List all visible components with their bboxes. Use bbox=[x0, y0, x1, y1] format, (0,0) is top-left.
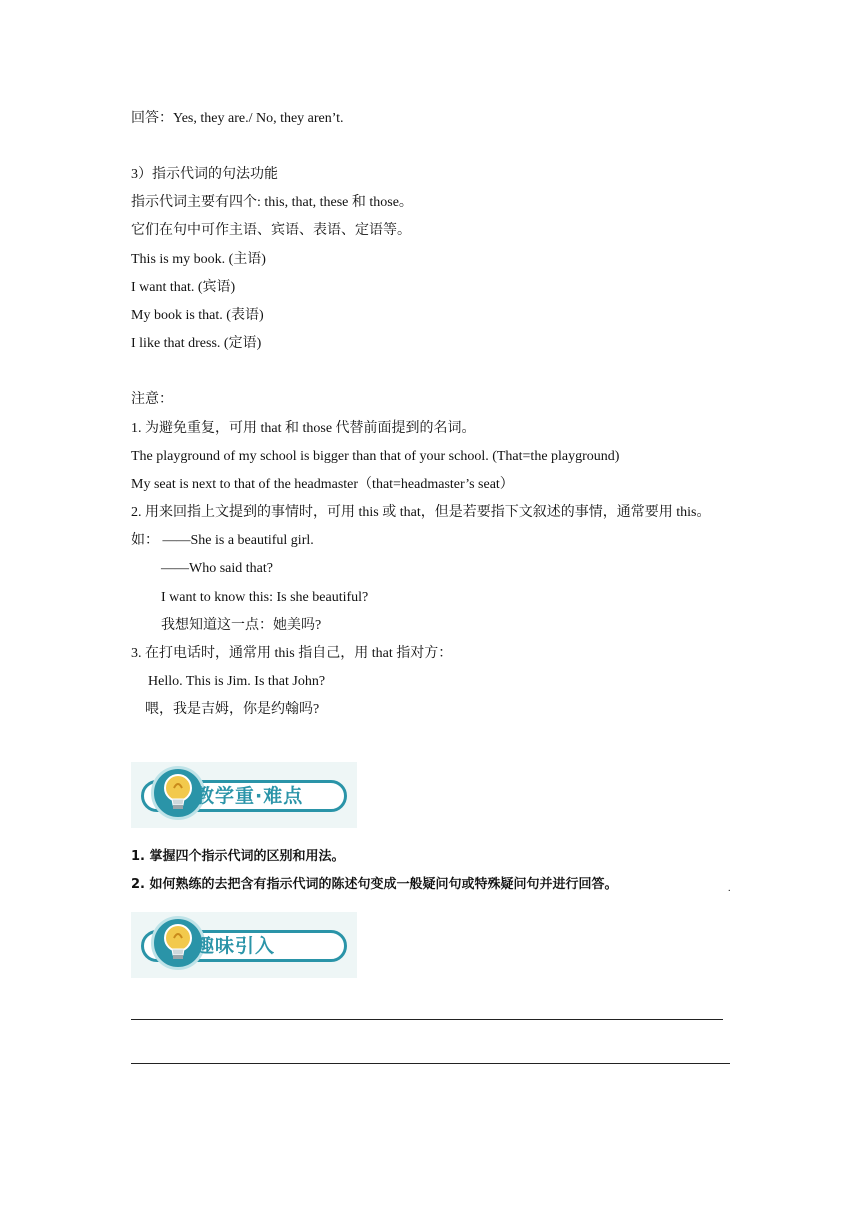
key-point-2: 2. 如何熟练的去把含有指示代词的陈述句变成一般疑问句或特殊疑问句并进行回答。 bbox=[131, 877, 618, 892]
note-2-example-2: ——Who said that? bbox=[161, 561, 273, 576]
note-2-example-4: 我想知道这一点：她美吗? bbox=[161, 618, 322, 633]
lightbulb-icon bbox=[157, 770, 199, 816]
section3-intro-1: 指示代词主要有四个: this, that, these 和 those。 bbox=[131, 195, 413, 210]
section3-intro-2: 它们在句中可作主语、宾语、表语、定语等。 bbox=[131, 223, 411, 238]
banner-label: 教学重·难点 bbox=[195, 785, 304, 807]
answer-line: 回答：Yes, they are./ No, they aren’t. bbox=[131, 111, 344, 126]
answer-blank-line-1 bbox=[131, 1019, 723, 1020]
note-3-example-1: Hello. This is Jim. Is that John? bbox=[148, 674, 326, 689]
answer-blank-line-2 bbox=[131, 1063, 730, 1064]
note-2: 2. 用来回指上文提到的事情时，可用 this 或 that，但是若要指下文叙述的事情，通常要用 this。 bbox=[131, 505, 711, 520]
note-3-example-2: 喂，我是吉姆，你是约翰吗? bbox=[145, 702, 320, 717]
note-1: 1. 为避免重复，可用 that 和 those 代替前面提到的名词。 bbox=[131, 421, 476, 436]
note-1-example-2: My seat is next to that of the headmaster（that=headmaster’s seat） bbox=[131, 477, 514, 492]
banner-teaching-key-points bbox=[131, 762, 357, 828]
stray-dot: . bbox=[728, 883, 731, 894]
note-2-example-1: 如： ——She is a beautiful girl. bbox=[131, 533, 314, 548]
note-3: 3. 在打电话时，通常用 this 指自己，用 that 指对方： bbox=[131, 646, 453, 661]
lightbulb-icon bbox=[157, 920, 199, 966]
note-1-example-1: The playground of my school is bigger than that of your school. (That=the playground) bbox=[131, 449, 620, 464]
key-point-1: 1. 掌握四个指示代词的区别和用法。 bbox=[131, 849, 345, 864]
example-object: I want that. (宾语) bbox=[131, 280, 236, 295]
example-predicative: My book is that. (表语) bbox=[131, 308, 264, 323]
example-attributive: I like that dress. (定语) bbox=[131, 336, 262, 351]
banner-fun-intro bbox=[131, 912, 357, 978]
banner-label: 趣味引入 bbox=[195, 935, 276, 957]
notes-title: 注意： bbox=[131, 392, 173, 407]
section3-heading: 3）指示代词的句法功能 bbox=[131, 167, 278, 182]
note-2-example-3: I want to know this: Is she beautiful? bbox=[161, 590, 369, 605]
example-subject: This is my book. (主语) bbox=[131, 252, 266, 267]
